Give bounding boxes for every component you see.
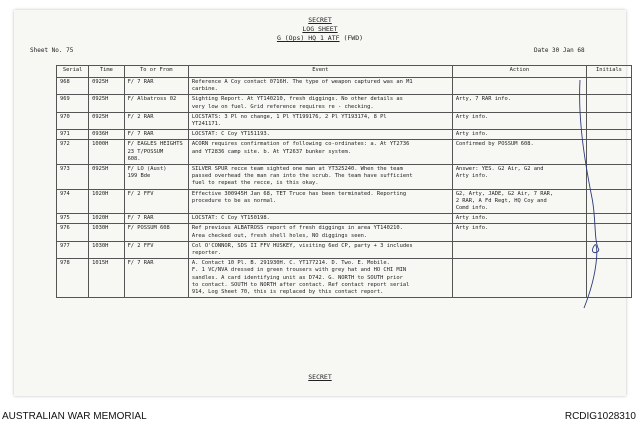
to-or-from-cell: [124, 95, 188, 112]
time-cell: 0936H: [89, 130, 124, 140]
serial-cell: 976: [57, 224, 89, 241]
event-cell-line: fuel to repeat the recce, is this okay.: [191, 180, 319, 187]
table-row: [57, 140, 632, 165]
to-or-from-cell: [124, 140, 188, 165]
event-cell-line: Sighting Report. At YT140210, fresh diggings. No other details as: [191, 96, 403, 103]
to-or-from-cell: [124, 130, 188, 140]
event-cell: [188, 214, 452, 224]
log-table-body: [57, 78, 632, 298]
serial-cell: 972: [57, 140, 89, 165]
event-cell-line: carbine.: [191, 86, 218, 93]
action-cell: [452, 241, 586, 258]
table-row: [57, 241, 632, 258]
serial-cell: 974: [57, 189, 89, 214]
action-cell-line: Arty info.: [455, 113, 489, 120]
to-or-from-cell: [124, 165, 188, 190]
to-or-from-cell-line: 608.: [127, 155, 141, 162]
event-cell-line: Col O'CONNOR, SDS II FFV HUSKEY, visiting 6ed CP, party + 3 includes: [191, 242, 413, 249]
column-header-event: Event: [188, 66, 452, 78]
log-table: [56, 65, 632, 298]
action-cell-line: Arty info.: [455, 131, 489, 138]
event-cell-line: Reference A Coy contact 0716H. The type of weapon captured was an M1: [191, 79, 413, 85]
time-cell: 1020H: [89, 214, 124, 224]
event-cell-line: to contact. SOUTH to NORTH after contact. Ref contact report serial: [191, 281, 410, 288]
table-row: [57, 112, 632, 129]
to-or-from-cell-line: F/ 7 RAR: [127, 131, 154, 138]
serial-cell: 968: [57, 78, 89, 95]
serial-cell: 978: [57, 259, 89, 298]
event-cell: [188, 189, 452, 214]
serial-cell: 975: [57, 214, 89, 224]
to-or-from-cell: [124, 112, 188, 129]
to-or-from-cell-line: 199 Bde: [127, 173, 151, 180]
action-cell: [452, 78, 586, 95]
to-or-from-cell-line: F/ 2 FFV: [127, 242, 154, 249]
action-cell: [452, 214, 586, 224]
action-cell-line: G2, Arty, JADE, G2 Air, 7 RAR,: [455, 190, 554, 197]
action-cell-line: Arty, 7 RAR info.: [455, 96, 511, 103]
table-row: [57, 214, 632, 224]
archive-name: AUSTRALIAN WAR MEMORIAL: [2, 411, 147, 422]
action-cell: [452, 224, 586, 241]
event-cell-line: A. Contact 10 Pl. B. 291930H. C. YT177214. D. Two. E. Mobile.: [191, 260, 390, 267]
event-cell: [188, 165, 452, 190]
event-cell-line: Ref previous ALBATROSS report of fresh diggings in area YT140210.: [191, 225, 403, 232]
to-or-from-cell: [124, 189, 188, 214]
archive-reference: RCDIG1028310: [564, 411, 636, 422]
event-cell-line: Effective 300945H Jan 68, TET Truce has been terminated. Reporting: [191, 190, 407, 197]
action-cell-line: Arty info.: [455, 173, 489, 180]
column-header-time: Time: [89, 66, 124, 78]
action-cell-line: Confirmed by POSSUM 608.: [455, 141, 534, 148]
to-or-from-cell-line: F/ Albatross 02: [127, 96, 177, 103]
event-cell-line: LOCSTAT: C Coy YT150198.: [191, 215, 270, 222]
action-cell: [452, 140, 586, 165]
action-cell: [452, 112, 586, 129]
time-cell: 0925H: [89, 112, 124, 129]
action-cell-line: Answer: YES. G2 Air, G2 and: [455, 166, 544, 173]
time-cell: 1030H: [89, 241, 124, 258]
table-header-row: [57, 66, 632, 78]
action-cell-line: Arty info.: [455, 215, 489, 222]
event-cell-line: Area checked out, fresh shell holes, NO diggings seen.: [191, 232, 368, 239]
to-or-from-cell-line: F/ POSSUM 608: [127, 225, 170, 232]
to-or-from-cell: [124, 78, 188, 95]
serial-cell: 970: [57, 112, 89, 129]
action-cell-line: Arty info.: [455, 225, 489, 232]
table-row: [57, 95, 632, 112]
archive-caption-bar: [0, 410, 640, 425]
event-cell: [188, 112, 452, 129]
to-or-from-cell: [124, 259, 188, 298]
serial-cell: 971: [57, 130, 89, 140]
event-cell-line: and YT2836 camp site. b. At YT2637 bunker system.: [191, 148, 351, 155]
serial-cell: 969: [57, 95, 89, 112]
event-cell: [188, 140, 452, 165]
event-cell-line: passed overhead the man ran into the scrub. The team have sufficient: [191, 173, 413, 180]
event-cell-line: LOCSTAT: C Coy YT151193.: [191, 131, 270, 138]
action-cell: [452, 130, 586, 140]
to-or-from-cell: [124, 241, 188, 258]
event-cell-line: very low on fuel. Grid reference requires re - checking.: [191, 103, 374, 110]
event-cell-line: F. 1 VC/NVA dressed in green trousers with grey hat and HO CHI MIN: [191, 267, 407, 274]
event-cell-line: ACORN requires confirmation of following co-ordinates: a. At YT2736: [191, 141, 410, 148]
event-cell-line: sandles. A card identifying unit as D742. G. NORTH to SOUTH prior: [191, 274, 403, 281]
document-title: LOG SHEET: [302, 25, 338, 33]
event-cell-line: 914, Log Sheet 70, this is replaced by this contact report.: [191, 289, 384, 296]
time-cell: 1015H: [89, 259, 124, 298]
event-cell: [188, 224, 452, 241]
to-or-from-cell-line: F/ 2 RAR: [127, 113, 154, 120]
pen-mark-icon: [574, 78, 604, 318]
to-or-from-cell-line: F/ LO (Aust): [127, 166, 167, 173]
to-or-from-cell-line: F/ EAGLES HEIGHTS: [127, 141, 183, 148]
event-cell: [188, 78, 452, 95]
event-cell-line: procedure to be as normal.: [191, 197, 277, 204]
unit-heading: G (Ops) HQ 1 ATF (FWD): [276, 34, 364, 42]
action-cell: [452, 189, 586, 214]
event-cell: [188, 259, 452, 298]
table-row: [57, 78, 632, 95]
to-or-from-cell-line: 23 T/POSSUM: [127, 148, 164, 155]
time-cell: 1000H: [89, 140, 124, 165]
to-or-from-cell-line: F/ 7 RAR: [127, 260, 154, 267]
column-header-initials: Initials: [586, 66, 631, 78]
time-cell: 0925H: [89, 95, 124, 112]
to-or-from-cell: [124, 224, 188, 241]
sheet-number: Sheet No. 75: [30, 47, 74, 54]
action-cell-line: 2 RAR, A Fd Regt, HQ Coy and: [455, 197, 547, 204]
event-cell-line: reporter.: [191, 250, 222, 257]
time-cell: 0925H: [89, 78, 124, 95]
table-row: [57, 165, 632, 190]
secret-heading-top: SECRET: [308, 16, 332, 24]
event-cell: [188, 130, 452, 140]
serial-cell: 973: [57, 165, 89, 190]
time-cell: 0925H: [89, 165, 124, 190]
table-row: [57, 130, 632, 140]
event-cell-line: SILVER SPUR recce team sighted one man at YT325240. When the team: [191, 166, 403, 173]
to-or-from-cell-line: F/ 2 FFV: [127, 190, 154, 197]
to-or-from-cell: [124, 214, 188, 224]
table-row: [57, 259, 632, 298]
action-cell: [452, 95, 586, 112]
time-cell: 1020H: [89, 189, 124, 214]
action-cell-line: Comd info.: [455, 205, 489, 212]
time-cell: 1030H: [89, 224, 124, 241]
column-header-action: Action: [452, 66, 586, 78]
action-cell: [452, 165, 586, 190]
sheet-date: Date 30 Jan 68: [534, 47, 585, 54]
secret-heading-bottom: SECRET: [308, 373, 332, 381]
document-page: [14, 10, 626, 396]
event-cell: [188, 95, 452, 112]
to-or-from-cell-line: F/ 7 RAR: [127, 215, 154, 222]
column-header-to-or-from: To or From: [124, 66, 188, 78]
action-cell: [452, 259, 586, 298]
event-cell: [188, 241, 452, 258]
table-row: [57, 224, 632, 241]
column-header-serial: Serial: [57, 66, 89, 78]
serial-cell: 977: [57, 241, 89, 258]
event-cell-line: LOCSTATS: 3 Pl no change, 1 Pl YT199176, 2 Pl YT193174, 8 Pl: [191, 113, 387, 120]
event-cell-line: YT241171.: [191, 121, 222, 128]
table-row: [57, 189, 632, 214]
to-or-from-cell-line: F/ 7 RAR: [127, 79, 154, 85]
